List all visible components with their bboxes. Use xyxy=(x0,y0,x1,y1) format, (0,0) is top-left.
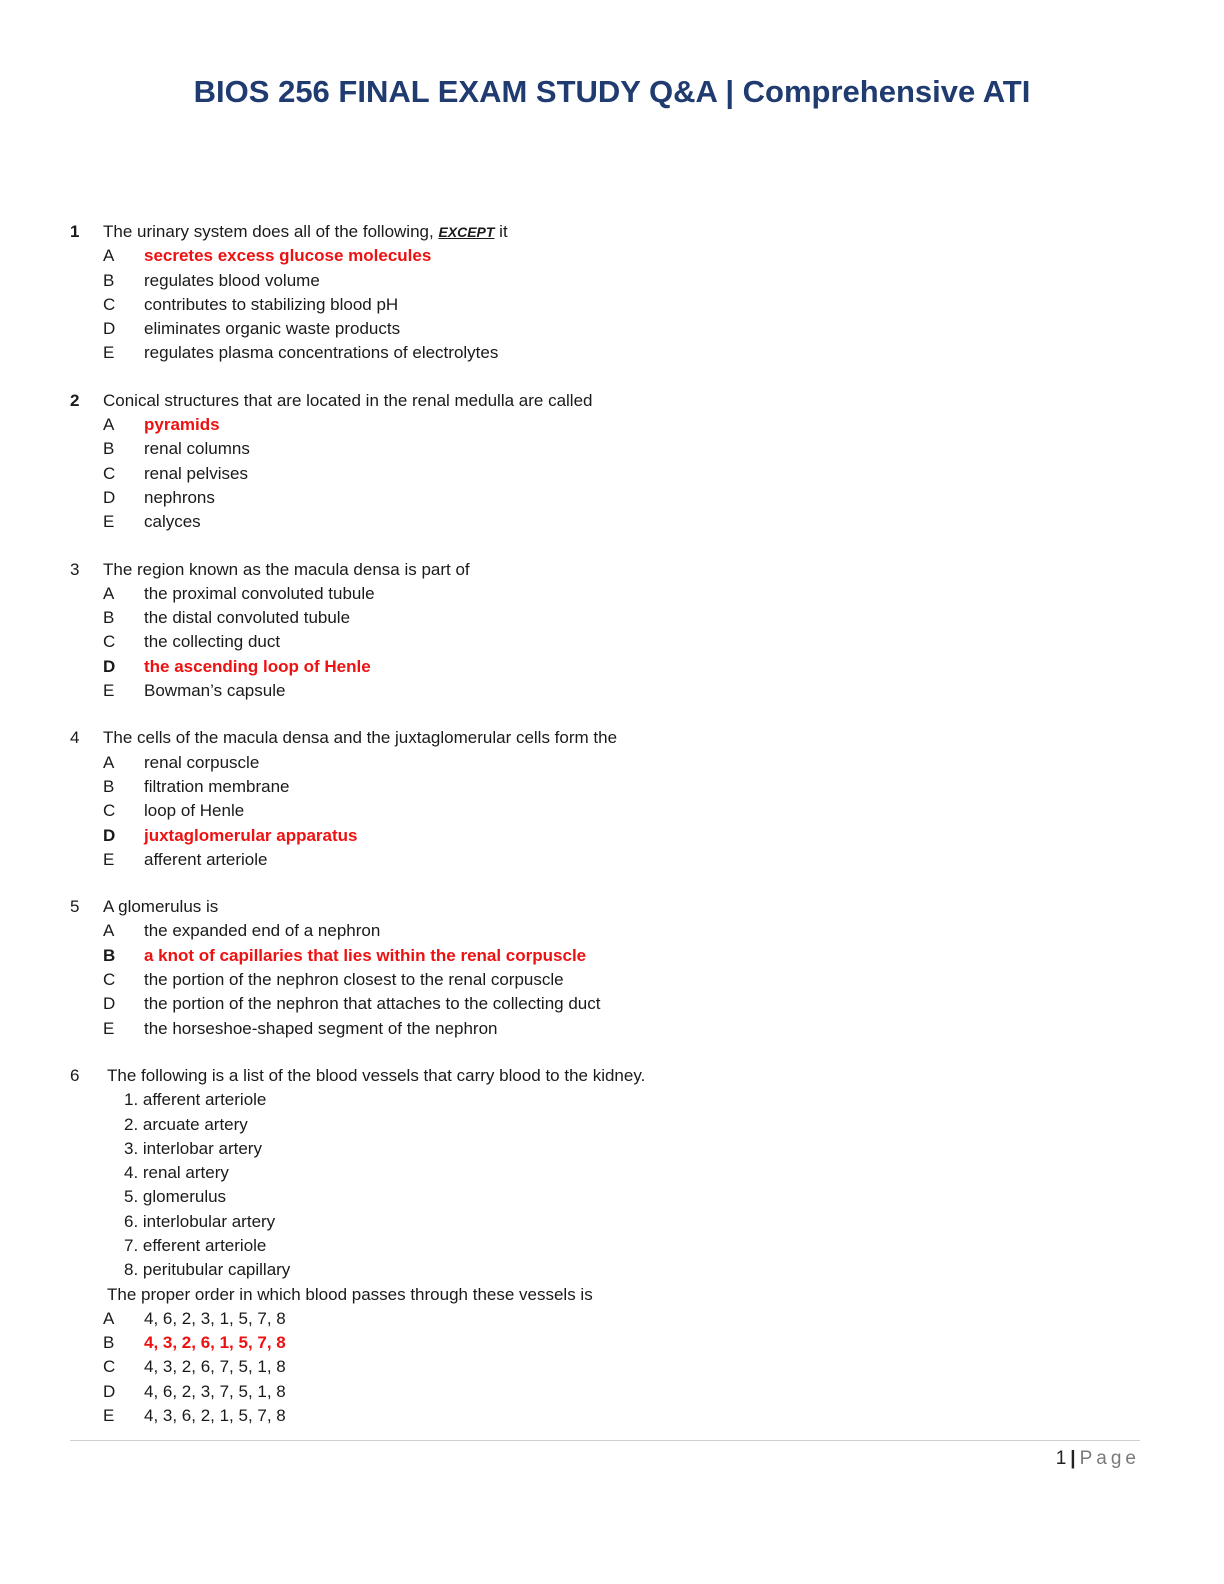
vessel-list-item: 3. interlobar artery xyxy=(124,1138,262,1158)
answer-option xyxy=(70,1355,1150,1379)
answer-option xyxy=(70,293,1150,317)
question-text: The cells of the macula densa and the juxtaglomerular cells form the xyxy=(103,728,618,748)
option-letter: A xyxy=(103,415,115,435)
question-1 xyxy=(70,220,1150,366)
option-letter: A xyxy=(103,752,115,772)
option-letter: C xyxy=(103,801,116,821)
option-text: the proximal convoluted tubule xyxy=(144,583,375,603)
vessel-list-item: 8. peritubular capillary xyxy=(124,1260,291,1280)
option-letter: C xyxy=(103,463,116,483)
answer-option-correct xyxy=(70,944,1150,968)
option-letter: E xyxy=(103,512,115,532)
vessel-list-item: 6. interlobular artery xyxy=(124,1211,276,1231)
option-text: the collecting duct xyxy=(144,632,281,652)
question-number: 6 xyxy=(70,1065,80,1085)
option-text: renal corpuscle xyxy=(144,752,260,772)
option-text: the expanded end of a nephron xyxy=(144,921,381,941)
option-text: calyces xyxy=(144,512,201,532)
answer-option xyxy=(70,269,1150,293)
option-letter: E xyxy=(103,1406,115,1426)
question-text: The following is a list of the blood vessels that carry blood to the kidney. xyxy=(107,1065,646,1085)
option-text: renal columns xyxy=(144,439,250,459)
question-number: 4 xyxy=(70,728,80,748)
option-letter: D xyxy=(103,1381,116,1401)
question-6 xyxy=(70,1064,1150,1428)
option-letter: A xyxy=(103,921,115,941)
option-text: secretes excess glucose molecules xyxy=(144,246,432,266)
page-footer xyxy=(1056,1448,1140,1470)
option-letter: B xyxy=(103,945,116,965)
question-number: 3 xyxy=(70,559,80,579)
option-text: afferent arteriole xyxy=(144,849,268,869)
answer-option xyxy=(70,486,1150,510)
answer-option xyxy=(70,317,1150,341)
answer-option xyxy=(70,968,1150,992)
option-letter: E xyxy=(103,849,115,869)
answer-option-correct xyxy=(70,655,1150,679)
answer-option xyxy=(70,679,1150,703)
option-text: 4, 3, 6, 2, 1, 5, 7, 8 xyxy=(144,1406,286,1426)
option-text: juxtaglomerular apparatus xyxy=(144,825,358,845)
question-text: The region known as the macula densa is part of xyxy=(103,559,470,579)
option-text: 4, 6, 2, 3, 7, 5, 1, 8 xyxy=(144,1381,286,1401)
option-letter: C xyxy=(103,1357,116,1377)
page-number: 1 xyxy=(1055,1448,1067,1469)
question-text: Conical structures that are located in the renal medulla are called xyxy=(103,390,593,410)
answer-option xyxy=(70,462,1150,486)
option-text: pyramids xyxy=(144,415,220,435)
option-text: the portion of the nephron closest to the renal corpuscle xyxy=(144,970,564,990)
vessel-list-item: 1. afferent arteriole xyxy=(124,1090,267,1110)
option-text: 4, 3, 2, 6, 1, 5, 7, 8 xyxy=(144,1333,286,1353)
option-letter: D xyxy=(103,487,116,507)
vessel-list-item: 7. efferent arteriole xyxy=(124,1235,267,1255)
answer-option xyxy=(70,848,1150,872)
question-list xyxy=(70,220,1150,1451)
option-letter: D xyxy=(103,825,116,845)
option-letter: C xyxy=(103,294,116,314)
option-text: the distal convoluted tubule xyxy=(144,608,351,628)
option-letter: E xyxy=(103,1018,115,1038)
except-emphasis: EXCEPT xyxy=(438,224,495,240)
option-text: filtration membrane xyxy=(144,776,290,796)
option-text: 4, 3, 2, 6, 7, 5, 1, 8 xyxy=(144,1357,286,1377)
option-letter: B xyxy=(103,776,115,796)
answer-option xyxy=(70,751,1150,775)
option-letter: D xyxy=(103,656,116,676)
answer-option xyxy=(70,799,1150,823)
answer-option xyxy=(70,630,1150,654)
answer-option xyxy=(70,992,1150,1016)
answer-option xyxy=(70,775,1150,799)
option-letter: B xyxy=(103,1333,115,1353)
option-letter: A xyxy=(103,246,115,266)
answer-option xyxy=(70,919,1150,943)
option-text: regulates blood volume xyxy=(144,270,320,290)
option-letter: A xyxy=(103,1308,115,1328)
answer-option xyxy=(70,510,1150,534)
footer-divider xyxy=(70,1440,1140,1441)
option-letter: B xyxy=(103,439,115,459)
option-letter: D xyxy=(103,319,116,339)
answer-option-correct xyxy=(70,413,1150,437)
option-text: the ascending loop of Henle xyxy=(144,656,371,676)
answer-option xyxy=(70,1380,1150,1404)
option-letter: D xyxy=(103,994,116,1014)
page-title: BIOS 256 FINAL EXAM STUDY Q&A | Comprehensive ATI xyxy=(193,74,1031,109)
option-text: loop of Henle xyxy=(144,801,245,821)
question-3 xyxy=(70,558,1150,704)
vessel-list-item: 5. glomerulus xyxy=(124,1187,227,1207)
option-text: nephrons xyxy=(144,487,215,507)
question-text: A glomerulus is xyxy=(103,897,219,917)
option-letter: E xyxy=(103,681,115,701)
page-label: Page xyxy=(1079,1448,1140,1469)
answer-option xyxy=(70,1017,1150,1041)
option-letter: C xyxy=(103,632,116,652)
option-text: regulates plasma concentrations of electrolytes xyxy=(144,343,499,363)
option-text: 4, 6, 2, 3, 1, 5, 7, 8 xyxy=(144,1308,286,1328)
question-5 xyxy=(70,895,1150,1041)
question-text: The urinary system does all of the following, EXCEPT it xyxy=(103,222,508,241)
answer-option xyxy=(70,1404,1150,1428)
answer-option-correct xyxy=(70,244,1150,268)
option-letter: E xyxy=(103,343,115,363)
option-letter: B xyxy=(103,608,115,628)
option-text: Bowman’s capsule xyxy=(144,681,286,701)
option-text: contributes to stabilizing blood pH xyxy=(144,294,399,314)
question-prompt: The proper order in which blood passes through these vessels is xyxy=(107,1284,593,1304)
option-text: the portion of the nephron that attaches to the collecting duct xyxy=(144,994,601,1014)
option-letter: C xyxy=(103,970,116,990)
vessel-list-item: 4. renal artery xyxy=(124,1163,229,1183)
option-text: renal pelvises xyxy=(144,463,248,483)
question-number: 2 xyxy=(70,390,80,410)
question-number: 5 xyxy=(70,897,80,917)
vessel-list-item: 2. arcuate artery xyxy=(124,1114,248,1134)
footer-separator: | xyxy=(1070,1448,1076,1469)
option-text: a knot of capillaries that lies within the renal corpuscle xyxy=(144,945,587,965)
answer-option-correct xyxy=(70,824,1150,848)
answer-option xyxy=(70,606,1150,630)
option-letter: B xyxy=(103,270,115,290)
option-text: the horseshoe-shaped segment of the nephron xyxy=(144,1018,498,1038)
answer-option xyxy=(70,437,1150,461)
answer-option xyxy=(70,1307,1150,1331)
question-4 xyxy=(70,726,1150,872)
answer-option xyxy=(70,582,1150,606)
answer-option xyxy=(70,341,1150,365)
question-number: 1 xyxy=(70,222,80,241)
question-2 xyxy=(70,389,1150,535)
option-text: eliminates organic waste products xyxy=(144,319,401,339)
option-letter: A xyxy=(103,583,115,603)
answer-option-correct xyxy=(70,1331,1150,1355)
